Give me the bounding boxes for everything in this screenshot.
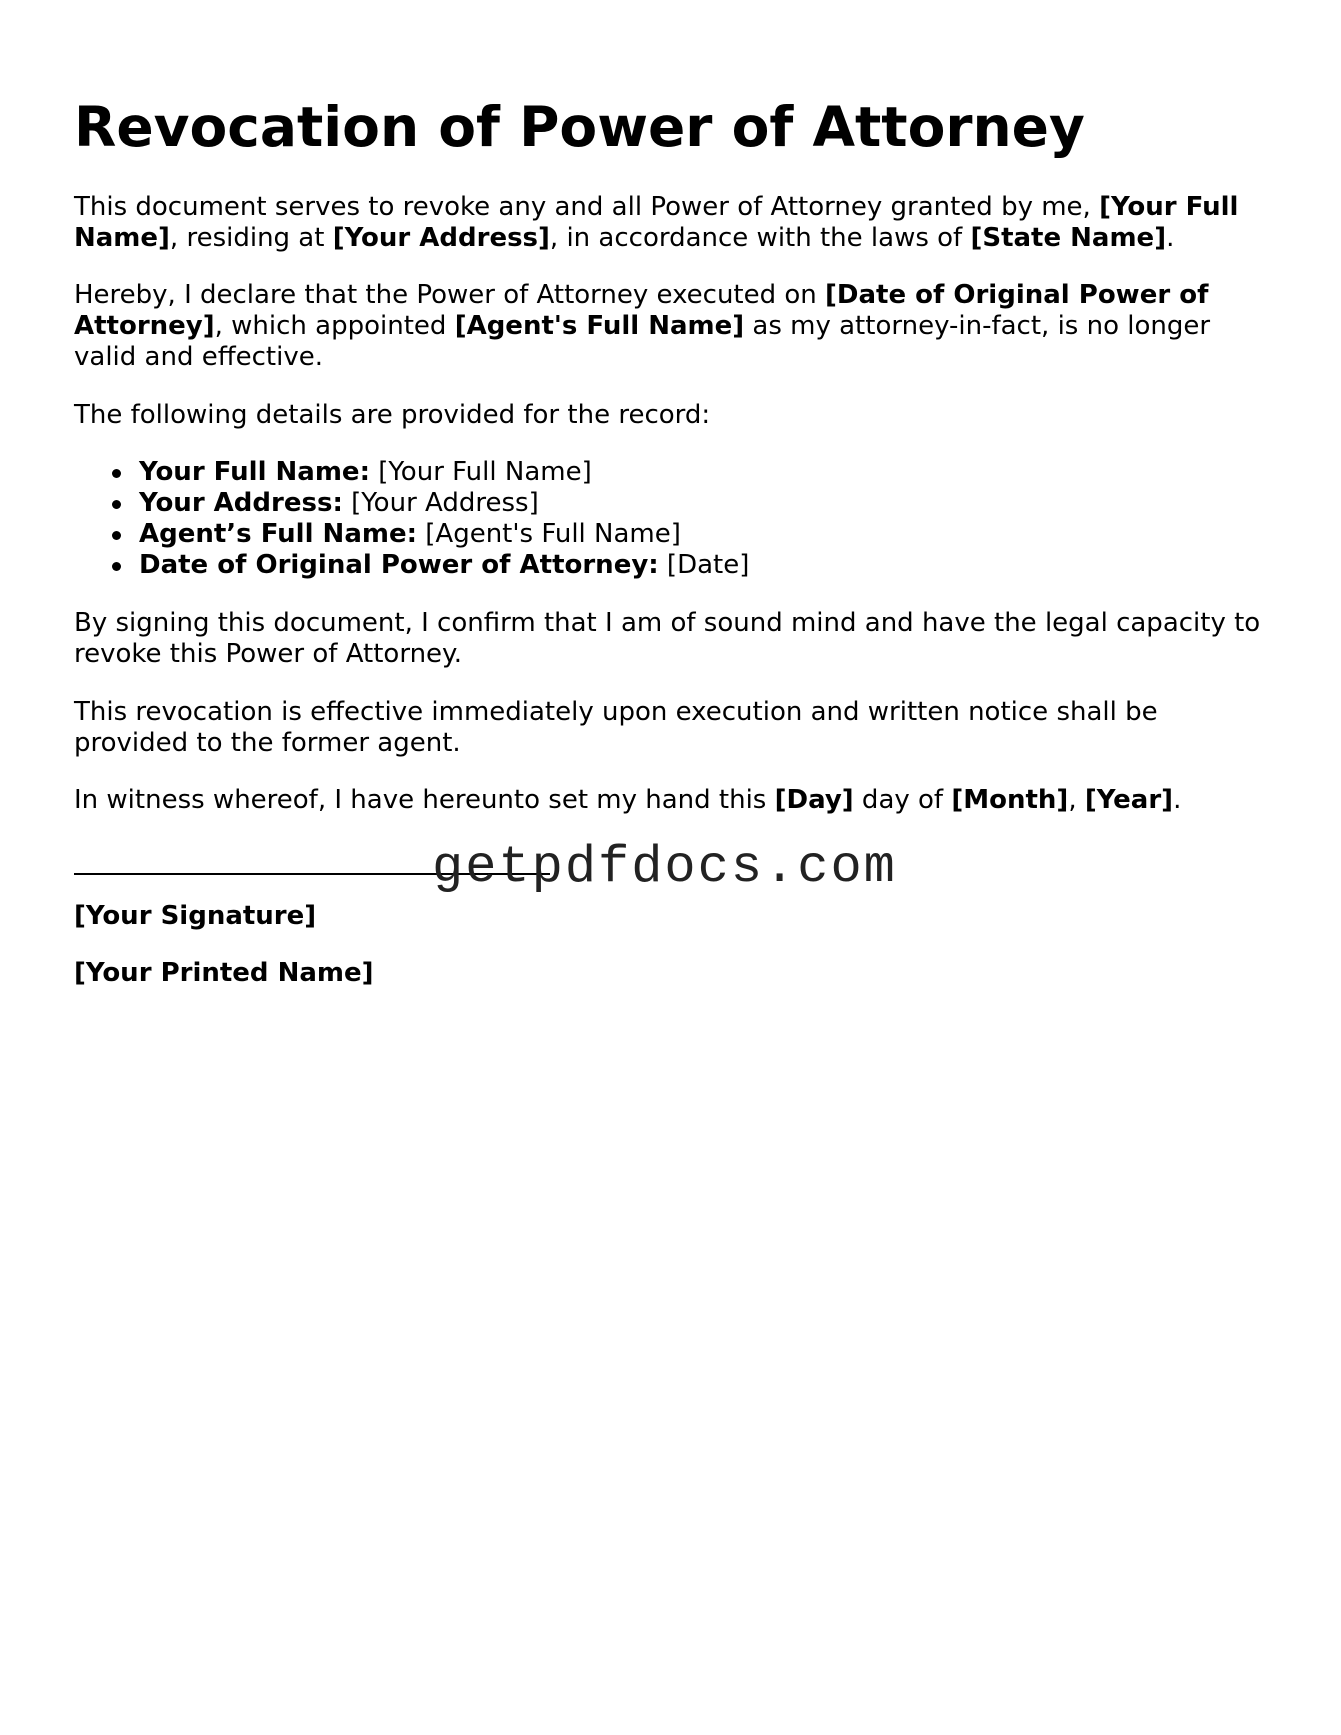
declaration-paragraph [74,280,1274,373]
detail-label: Your Address: [139,488,343,518]
month-placeholder: [Month] [951,785,1069,815]
detail-value: [Your Full Name] [369,457,592,487]
agent-name-placeholder: [Agent's Full Name] [454,311,745,341]
intro-text-1: This document serves to revoke any and all Power of Attorney granted by me, [74,192,1100,222]
detail-value: [Date] [658,550,750,580]
declaration-text-1: Hereby, I declare that the Power of Attorney executed on [74,280,826,310]
day-placeholder: [Day] [774,785,854,815]
printed-name-label: [Your Printed Name] [74,958,374,988]
intro-text-4: . [1166,223,1175,253]
list-item [74,457,1274,488]
witness-text-4: . [1173,785,1182,815]
details-list [74,457,1274,581]
details-intro: The following details are provided for the record: [74,400,711,430]
document-title: Revocation of Power of Attorney [74,95,1085,159]
list-item [74,550,1274,581]
detail-label: Date of Original Power of Attorney: [139,550,659,580]
address-placeholder: [Your Address] [332,223,550,253]
state-placeholder: [State Name] [970,223,1167,253]
declaration-text-2: , which appointed [214,311,455,341]
detail-value: [Your Address] [342,488,539,518]
watermark: getpdfdocs.com [432,838,897,897]
witness-text-2: day of [853,785,952,815]
signature-label: [Your Signature] [74,901,317,931]
detail-value: [Agent's Full Name] [417,519,681,549]
intro-text-3: , in accordance with the laws of [549,223,971,253]
declaration-text-3: as my attorney-in-fact, is no longer valid and effective. [74,311,1211,372]
confirmation-paragraph: By signing this document, I confirm that I am of sound mind and have the legal capacity to revoke this Power of Attorney. [74,608,1261,669]
list-item [74,488,1274,519]
original-date-placeholder: [Date of Original Power of Attorney] [74,280,1209,341]
list-item [74,519,1274,550]
effective-paragraph: This revocation is effective immediately upon execution and written notice shall be provided to the former agent. [74,697,1158,758]
intro-text-2: , residing at [169,223,333,253]
detail-label: Agent’s Full Name: [139,519,417,549]
witness-text-1: In witness whereof, I have hereunto set my hand this [74,785,775,815]
full-name-placeholder: [Your Full Name] [74,192,1239,253]
year-placeholder: [Year] [1084,785,1174,815]
witness-text-3: , [1068,785,1085,815]
witness-paragraph [74,785,1274,816]
detail-label: Your Full Name: [139,457,370,487]
intro-paragraph [74,192,1274,254]
